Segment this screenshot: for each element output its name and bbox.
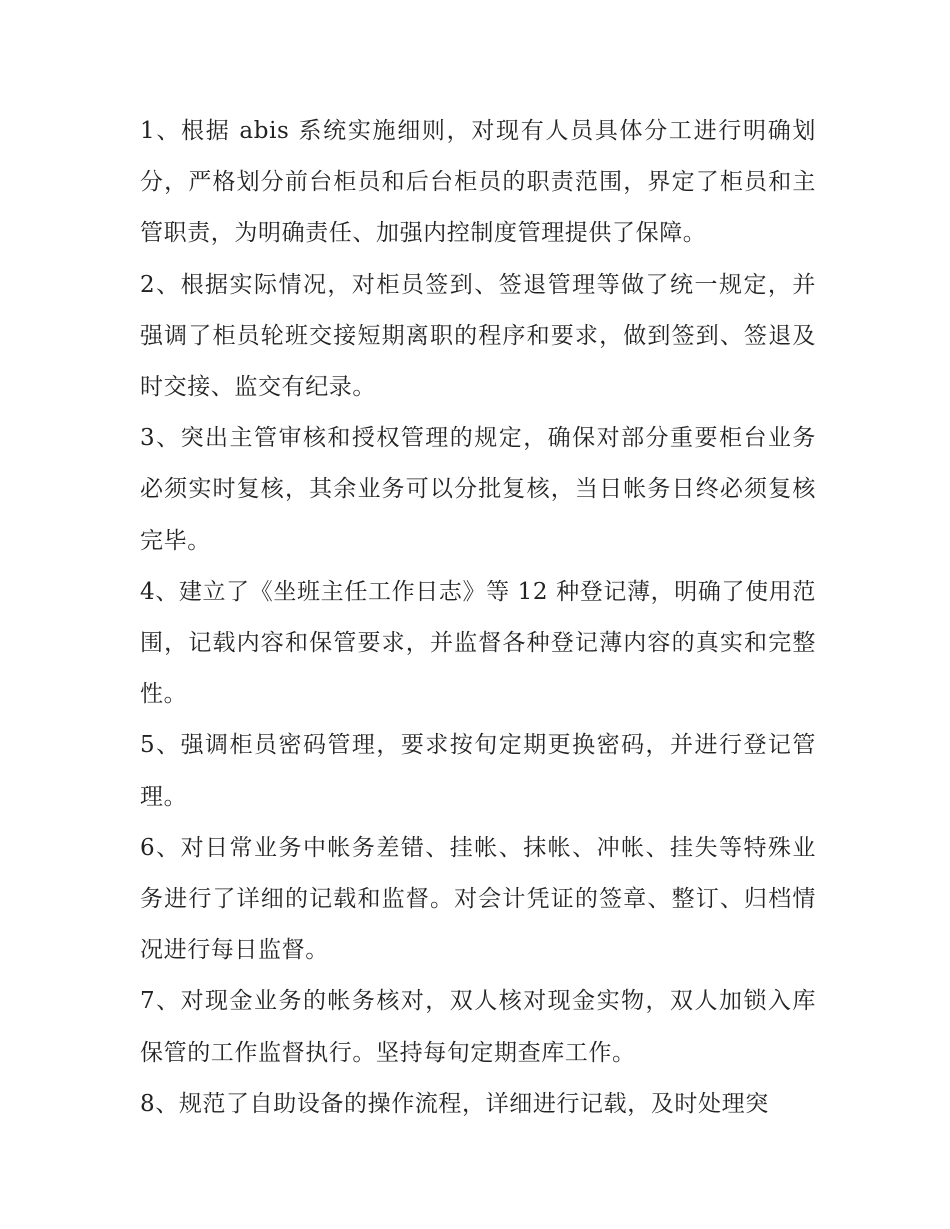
document-body xyxy=(140,106,816,1130)
paragraph-8: 8、规范了自助设备的操作流程，详细进行记载，及时处理突 xyxy=(140,1090,769,1117)
paragraph-7: 7、对现金业务的帐务核对，双人核对现金实物，双人加锁入库保管的工作监督执行。坚持每旬定期查库工作。 xyxy=(140,988,816,1066)
paragraph-1: 1、根据 abis 系统实施细则，对现有人员具体分工进行明确划分，严格划分前台柜员和后台柜员的职责范围，界定了柜员和主管职责，为明确责任、加强内控制度管理提供了保障。 xyxy=(140,118,816,247)
paragraph-6: 6、对日常业务中帐务差错、挂帐、抹帐、冲帐、挂失等特殊业务进行了详细的记载和监督。对会计凭证的签章、整订、归档情况进行每日监督。 xyxy=(140,834,816,964)
paragraph-3: 3、突出主管审核和授权管理的规定，确保对部分重要柜台业务必须实时复核，其余业务可以分批复核，当日帐务日终必须复核完毕。 xyxy=(140,425,816,554)
paragraph-2: 2、根据实际情况，对柜员签到、签退管理等做了统一规定，并强调了柜员轮班交接短期离职的程序和要求，做到签到、签退及时交接、监交有纪录。 xyxy=(140,271,816,401)
paragraph-4: 4、建立了《坐班主任工作日志》等 12 种登记薄，明确了使用范围，记载内容和保管要求，并监督各种登记薄内容的真实和完整性。 xyxy=(140,578,816,708)
paragraph-5: 5、强调柜员密码管理，要求按旬定期更换密码，并进行登记管理。 xyxy=(140,732,816,810)
